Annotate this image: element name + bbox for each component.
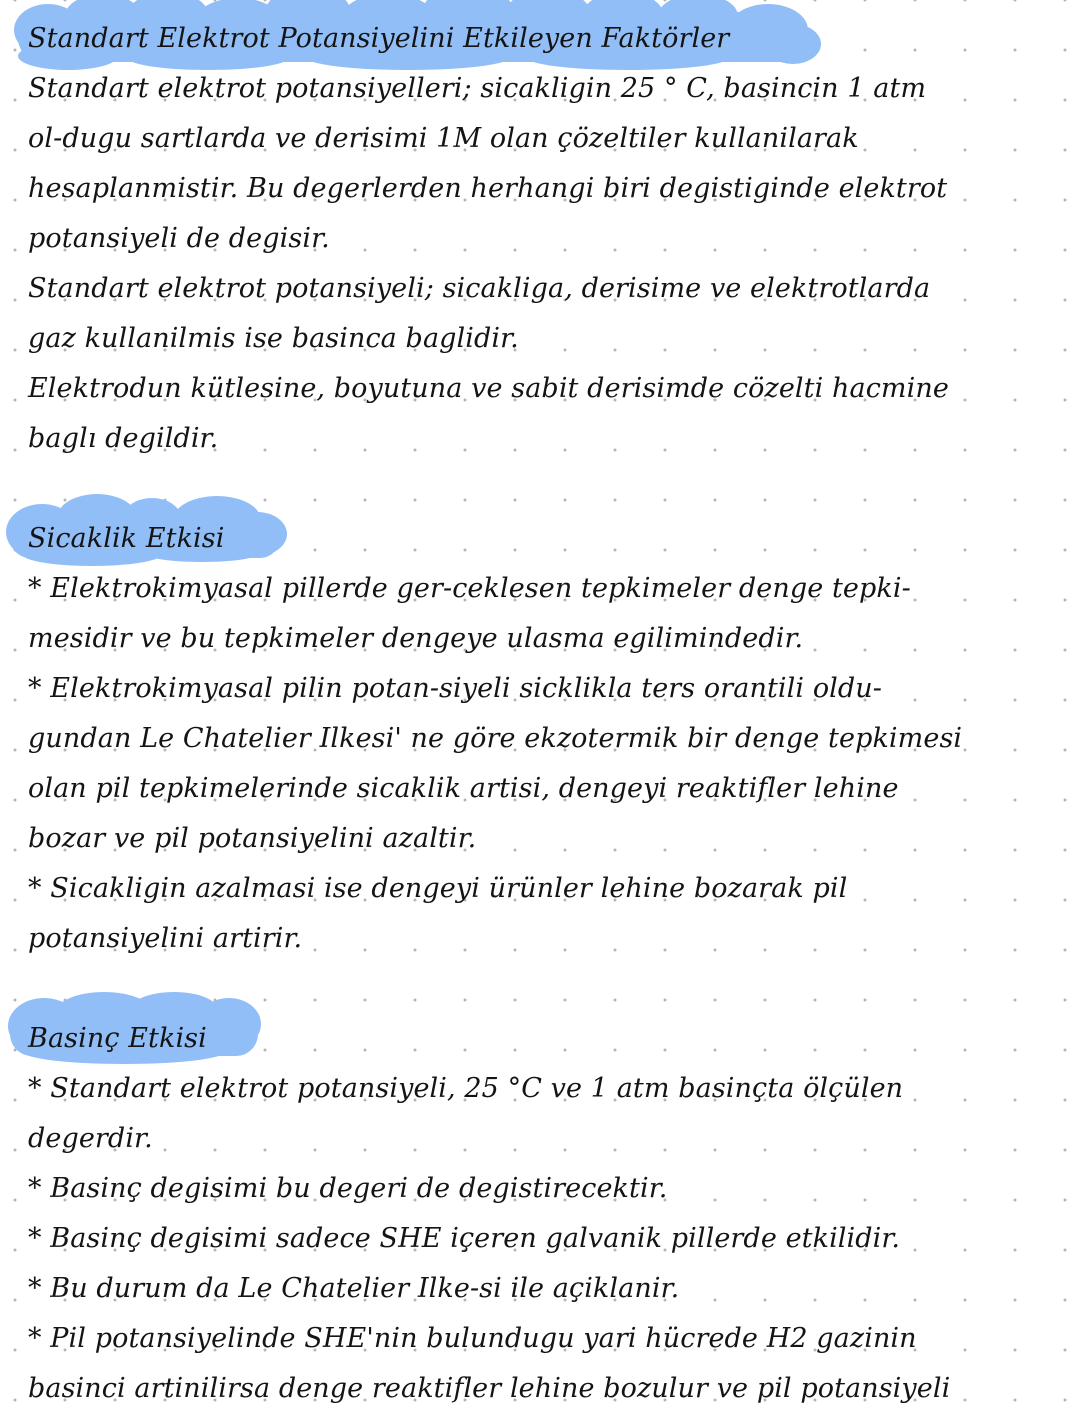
text-line: basinci artinilirsa denge reaktifler lehine bozulur ve pil potansiyeli [28,1373,951,1404]
text-line: bozar ve pil potansiyelini azaltir. [28,823,477,854]
bullet-line: * Basinç degisimi sadece SHE içeren galvanik pillerde etkilidir. [28,1223,901,1254]
text-line: hesaplanmistir. Bu degerlerden herhangi biri degistiginde elektrot [28,173,948,204]
text-line: Standart elektrot potansiyelleri; sicakligin 25 ° C, basincin 1 atm [28,73,927,104]
text-line: gaz kullanilmis ise basinca baglidir. [28,323,519,354]
text-line: mesidir ve bu tepkimeler dengeye ulasma egilimindedir. [28,623,804,654]
text-line: baglı degildir. [28,423,219,454]
bullet-line: * Elektrokimyasal pilin potan-siyeli sicklikla ters orantili oldu- [28,673,883,704]
bullet-line: * Pil potansiyelinde SHE'nin bulundugu yari hücrede H2 gazinin [28,1323,917,1354]
section-heading: Basinç Etkisi [28,1023,207,1054]
text-line: degerdir. [28,1123,153,1154]
text-line: Standart elektrot potansiyeli; sicakliga, derisime ve elektrotlarda [28,273,931,304]
text-line: potansiyelini artirir. [28,923,303,954]
bullet-line: * Standart elektrot potansiyeli, 25 °C ve 1 atm basinçta ölçülen [28,1073,904,1104]
text-line: Elektrodun kütlesine, boyutuna ve sabit derisimde cözelti hacmine [28,373,949,404]
text-line: ol-dugu sartlarda ve derisimi 1M olan çözeltiler kullanilarak [28,123,859,154]
text-line: olan pil tepkimelerinde sicaklik artisi, dengeyi reaktifler lehine [28,773,899,804]
text-line: potansiyeli de degisir. [28,223,330,254]
bullet-line: * Bu durum da Le Chatelier Ilke-si ile açiklanir. [28,1273,680,1304]
section-heading: Sicaklik Etkisi [28,523,225,554]
text-line: gundan Le Chatelier Ilkesi' ne göre ekzotermik bir denge tepkimesi [28,723,963,754]
section-heading: Standart Elektrot Potansiyelini Etkileyen Faktörler [28,23,730,54]
bullet-line: * Basinç degisimi bu degeri de degistirecektir. [28,1173,668,1204]
bullet-line: * Sicakligin azalmasi ise dengeyi ürünler lehine bozarak pil [28,873,848,904]
bullet-line: * Elektrokimyasal pillerde ger-ceklesen tepkimeler denge tepki- [28,573,911,604]
